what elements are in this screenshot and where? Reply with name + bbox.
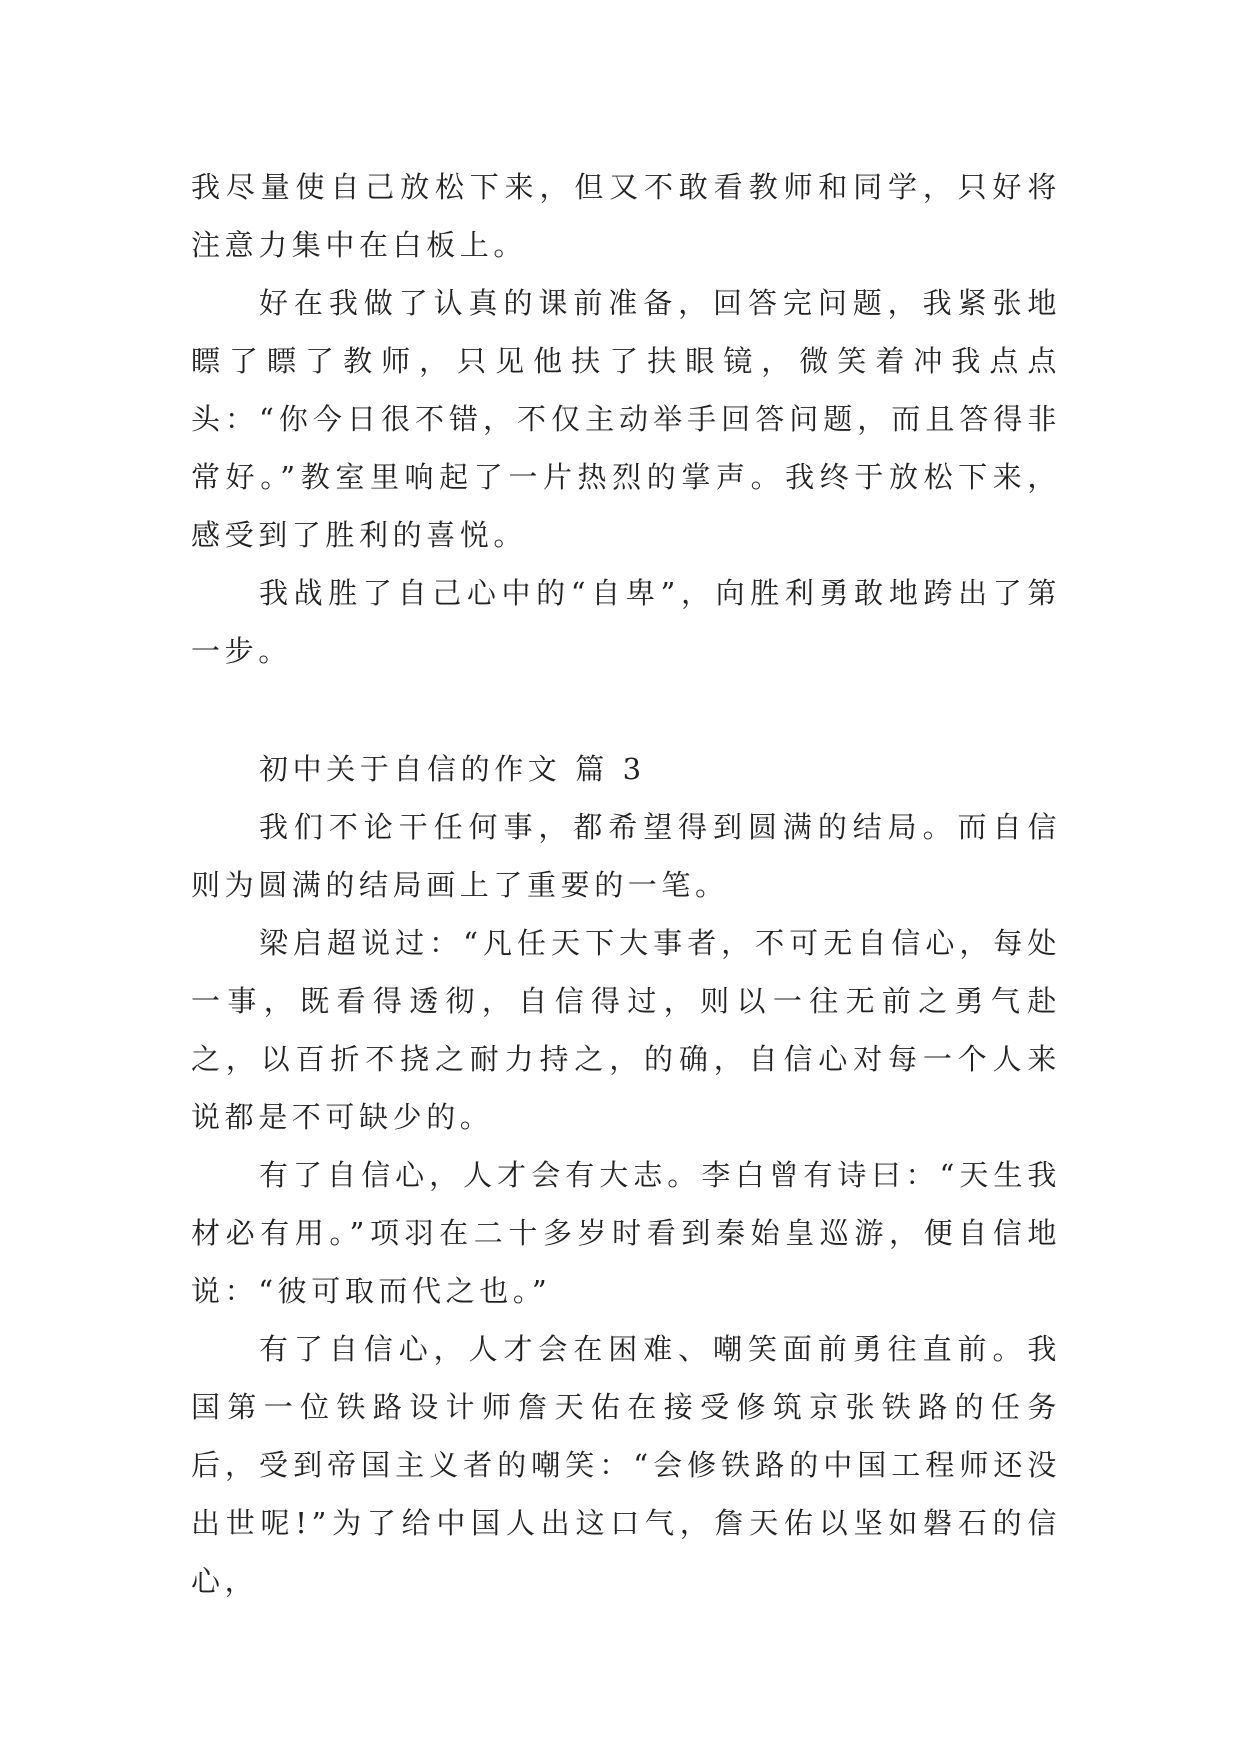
section-heading: 初中关于自信的作文 篇 3 — [259, 752, 646, 786]
paragraph-ambition: 有了自信心，人才会有大志。李白曾有诗曰：“天生我材必有用。”项羽在二十多岁时看到秦始皇巡游，便自信地说：“彼可取而代之也。” — [191, 1158, 1061, 1308]
paragraph-relax: 我尽量使自己放松下来，但又不敢看教师和同学，只好将注意力集中在白板上。 — [191, 170, 1061, 262]
paragraph-answer: 好在我做了认真的课前准备，回答完问题，我紧张地瞟了瞟了教师，只见他扶了扶眼镜，微笑着冲我点点头：“你今日很不错，不仅主动举手回答问题，而且答得非常好。”教室里响起了一片热烈的掌声。我终于放松下来，感受到了胜利的喜悦。 — [191, 286, 1061, 552]
paragraph-zhan-tianyou: 有了自信心，人才会在困难、嘲笑面前勇往直前。我国第一位铁路设计师詹天佑在接受修筑京张铁路的任务后，受到帝国主义者的嘲笑：“会修铁路的中国工程师还没出世呢!”为了给中国人出这口气，詹天佑以坚如磐石的信心， — [191, 1332, 1061, 1598]
paragraph-liang-qichao: 梁启超说过：“凡任天下大事者，不可无自信心，每处一事，既看得透彻，自信得过，则以一往无前之勇气赴之，以百折不挠之耐力持之，的确，自信心对每一个人来说都是不可缺少的。 — [191, 926, 1061, 1134]
paragraph-intro: 我们不论干任何事，都希望得到圆满的结局。而自信则为圆满的结局画上了重要的一笔。 — [191, 810, 1061, 902]
essay-section-3 — [191, 740, 1061, 1610]
paragraph-first-step: 我战胜了自己心中的“自卑”，向胜利勇敢地跨出了第一步。 — [191, 576, 1061, 668]
essay-continuation — [191, 158, 1061, 680]
